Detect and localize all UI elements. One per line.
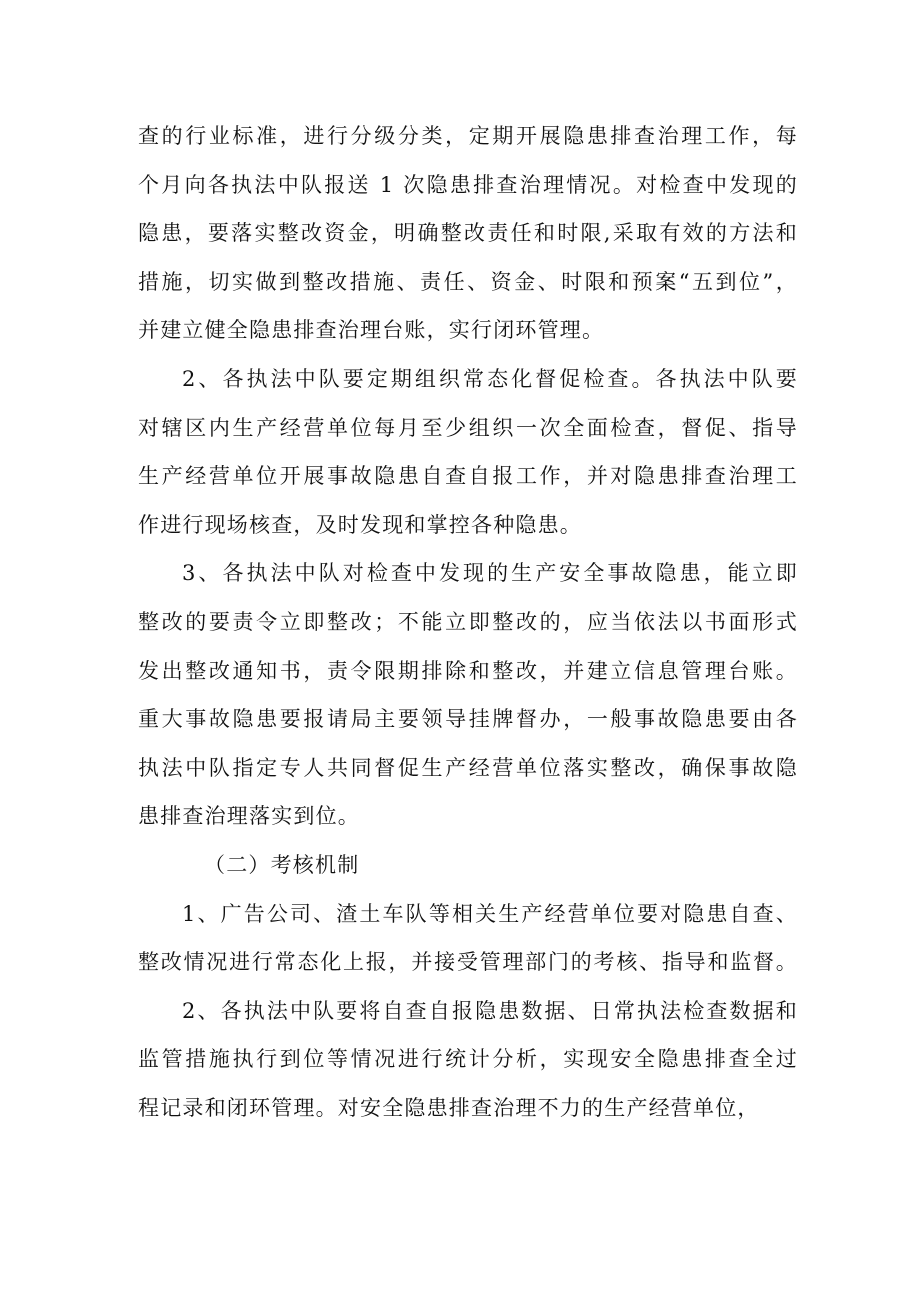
paragraph-2-start: 2、各执法中队要定期组织常态化督促检查。各执法中队要	[182, 366, 798, 391]
text-line: 作进行现场核查，及时发现和掌控各种隐患。	[138, 512, 582, 537]
text-line: 措施，切实做到整改措施、责任、资金、时限和预案“五到位”，	[138, 269, 798, 294]
paragraph-3-start: 3、各执法中队对检查中发现的生产安全事故隐患，能立即	[182, 561, 798, 586]
assessment-item-1-start: 1、广告公司、渣土车队等相关生产经营单位要对隐患自查、	[182, 901, 798, 926]
assessment-item-2-start: 2、各执法中队要将自查自报隐患数据、日常执法检查数据和	[182, 998, 798, 1023]
text-line: 生产经营单位开展事故隐患自查自报工作，并对隐患排查治理工	[138, 464, 798, 489]
text-line: 执法中队指定专人共同督促生产经营单位落实整改，确保事故隐	[138, 755, 798, 780]
text-line: 并建立健全隐患排查治理台账，实行闭环管理。	[138, 318, 605, 343]
text-line: 监管措施执行到位等情况进行统计分析，实现安全隐患排查全过	[138, 1047, 798, 1072]
text-line: 程记录和闭环管理。对安全隐患排查治理不力的生产经营单位，	[138, 1095, 760, 1120]
text-line: 隐患，要落实整改资金，明确整改责任和时限,采取有效的方法和	[138, 221, 798, 246]
text-line: 对辖区内生产经营单位每月至少组织一次全面检查，督促、指导	[138, 415, 798, 440]
document-body	[138, 112, 798, 1132]
text-line: 查的行业标准，进行分级分类，定期开展隐患排查治理工作，每	[138, 124, 798, 148]
section-heading: （二）考核机制	[204, 852, 360, 877]
text-line: 发出整改通知书，责令限期排除和整改，并建立信息管理台账。	[138, 658, 798, 683]
text-line: 个月向各执法中队报送 1 次隐患排查治理情况。对检查中发现的	[138, 172, 798, 197]
text-line: 整改的要责令立即整改；不能立即整改的，应当依法以书面形式	[138, 609, 798, 634]
text-line: 重大事故隐患要报请局主要领导挂牌督办，一般事故隐患要由各	[138, 707, 798, 732]
text-line: 整改情况进行常态化上报，并接受管理部门的考核、指导和监督。	[138, 950, 798, 975]
text-line: 患排查治理落实到位。	[138, 804, 360, 829]
